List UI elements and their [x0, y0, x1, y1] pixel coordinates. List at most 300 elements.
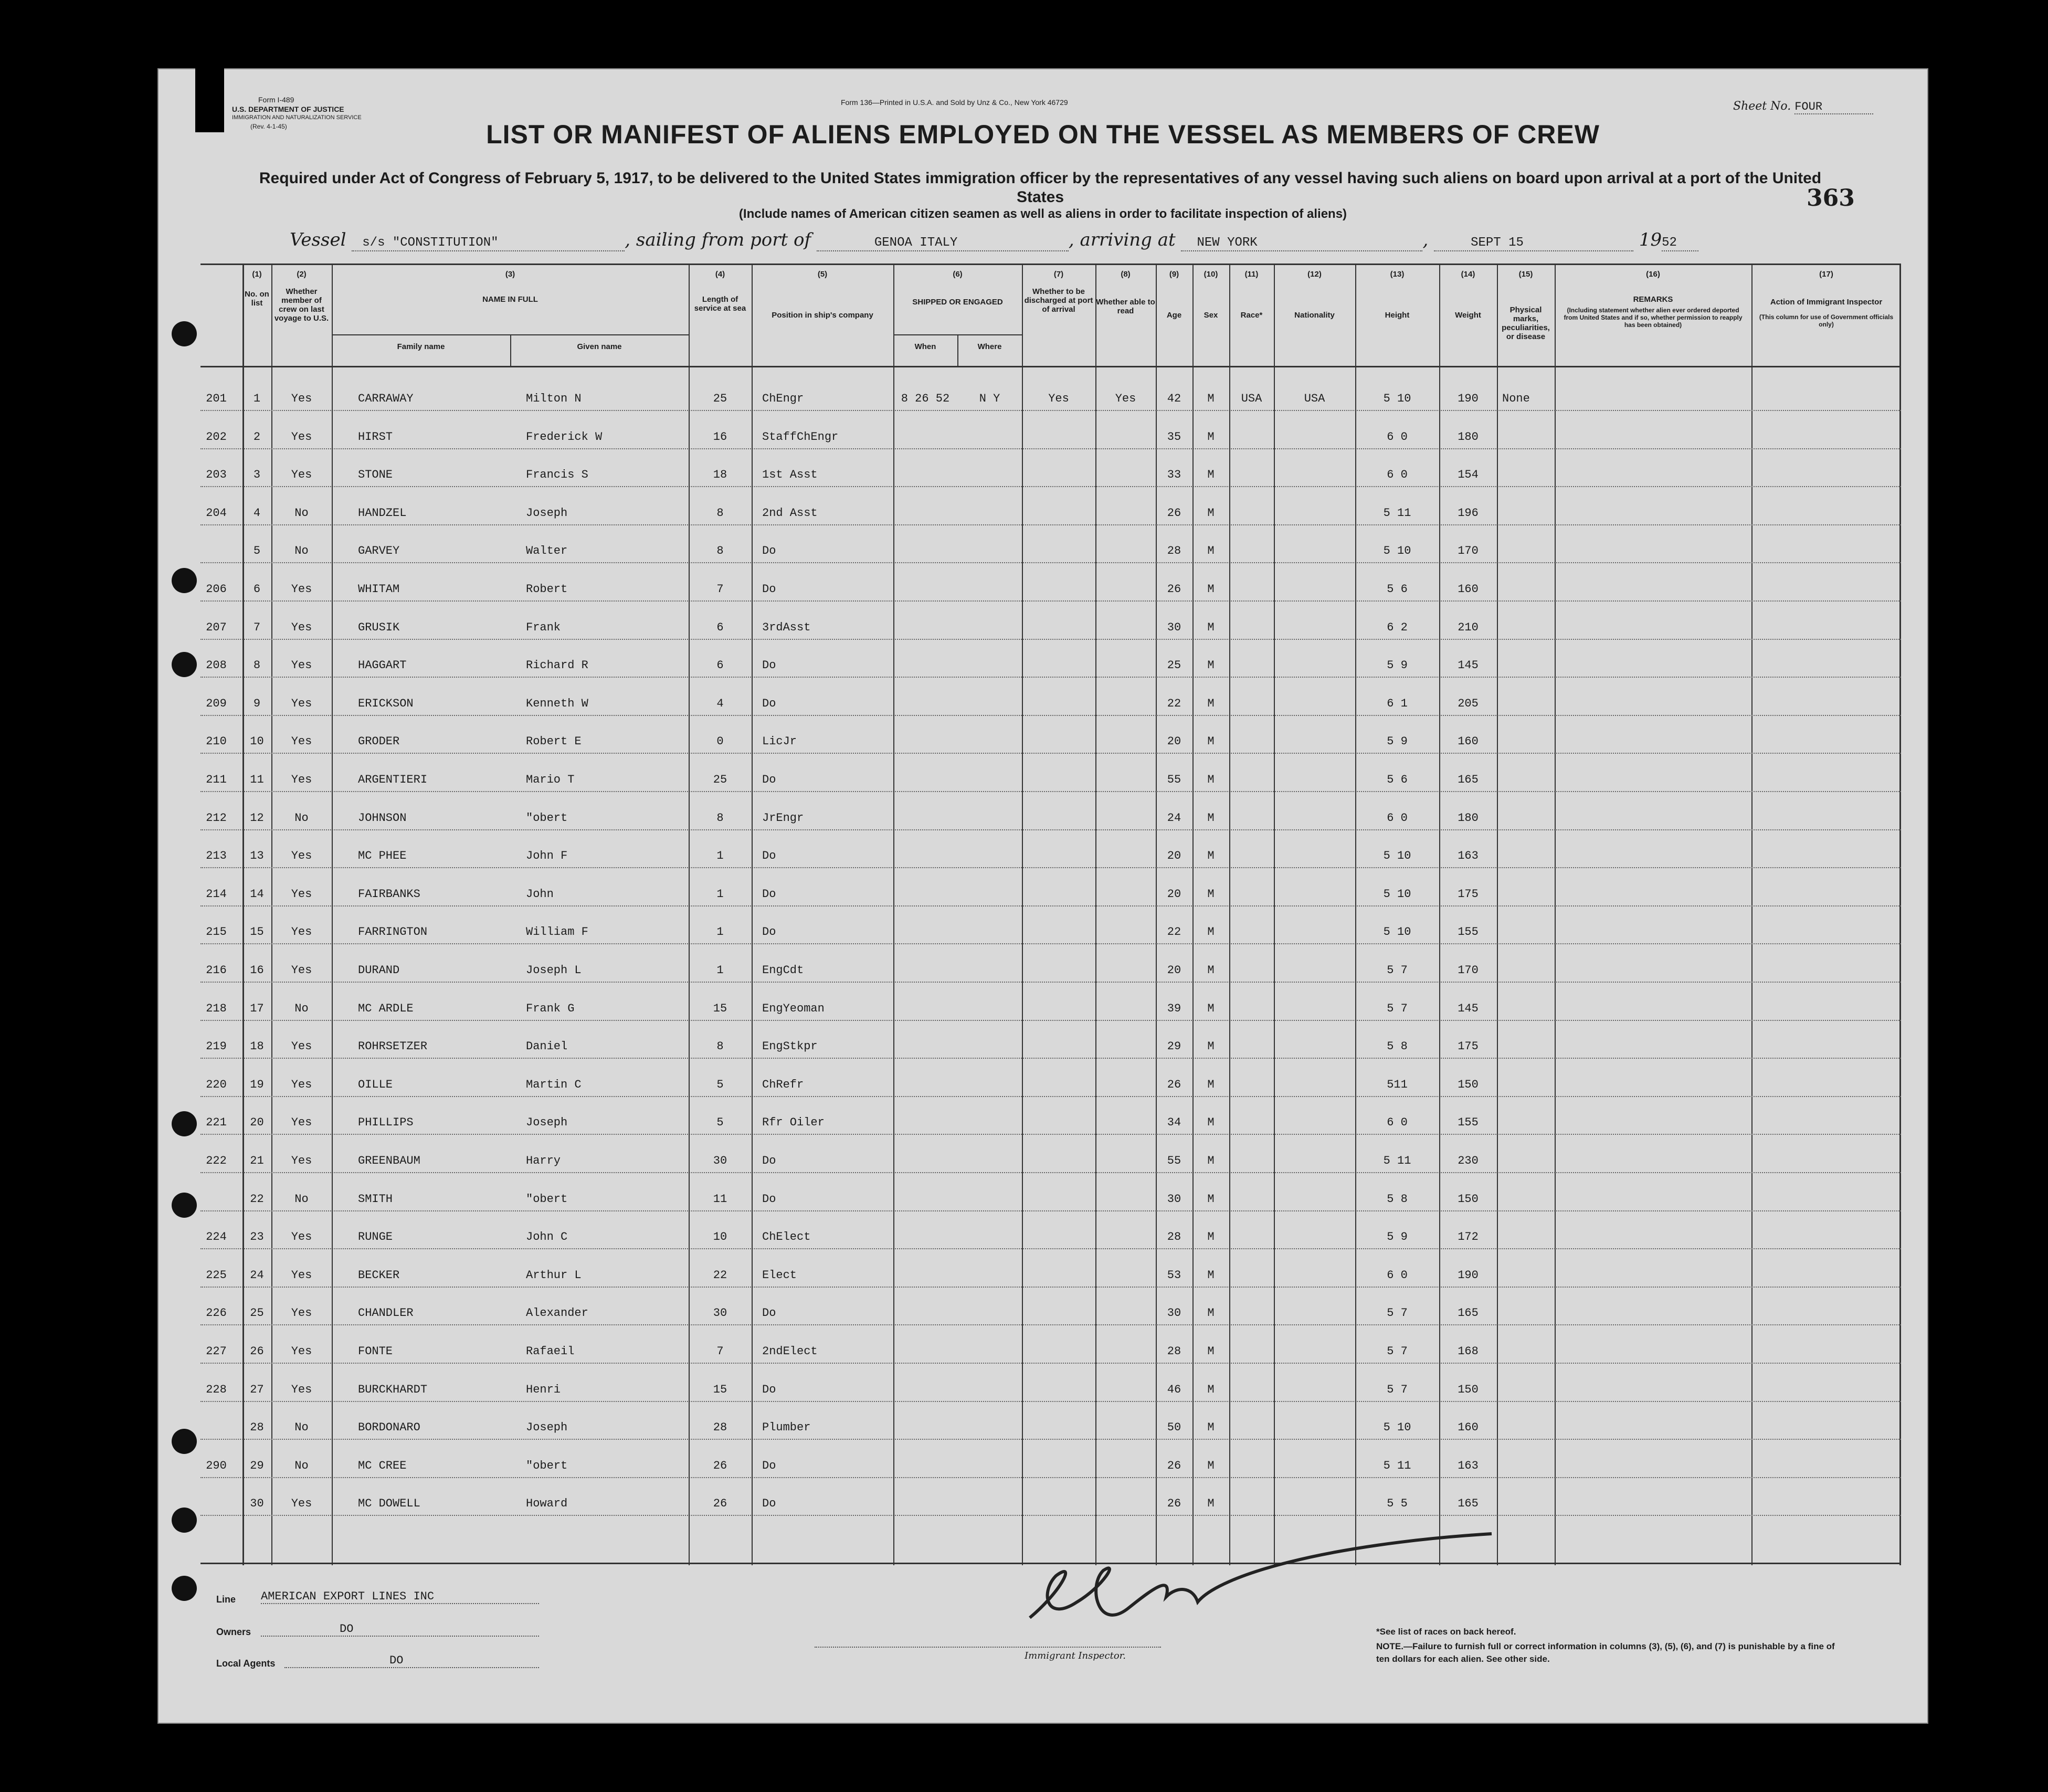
fine-note: NOTE.—Failure to furnish full or correct information in columns (3), (5), (6), and (7) is punishable by a fine of ten dollars for each alien. See other side. — [1376, 1641, 1835, 1664]
cell-family: WHITAM — [358, 583, 400, 596]
cell-service: 30 — [713, 1306, 727, 1320]
cell-service: 7 — [716, 1345, 724, 1358]
cell-ref: 226 — [206, 1306, 227, 1320]
cell-ref: 210 — [206, 735, 227, 749]
cell-weight: 172 — [1458, 1230, 1479, 1244]
table-row — [200, 964, 1901, 1002]
cell-height: 5 11 — [1383, 506, 1411, 520]
cell-position: Do — [762, 773, 776, 786]
cell-no: 27 — [250, 1383, 264, 1396]
cell-ref: 209 — [206, 697, 227, 710]
cell-no: 18 — [250, 1040, 264, 1053]
revision: (Rev. 4-1-45) — [250, 123, 287, 130]
column-number: (4) — [715, 270, 725, 279]
cell-given: John F — [526, 849, 568, 863]
agents-label: Local Agents — [216, 1658, 276, 1669]
cell-age: 30 — [1167, 620, 1181, 634]
cell-age: 28 — [1167, 1345, 1181, 1358]
cell-ref: 207 — [206, 620, 227, 634]
cell-given: Joseph — [526, 506, 568, 520]
cell-crew: Yes — [291, 468, 312, 482]
cell-age: 33 — [1167, 468, 1181, 482]
cell-sex: M — [1207, 1078, 1215, 1091]
cell-given: Henri — [526, 1383, 561, 1396]
cell-height: 6 0 — [1387, 468, 1408, 482]
cell-crew: Yes — [291, 1345, 312, 1358]
cell-crew: Yes — [291, 620, 312, 634]
cell-weight: 180 — [1458, 811, 1479, 825]
cell-weight: 163 — [1458, 1459, 1479, 1472]
cell-family: MC ARDLE — [358, 1002, 414, 1015]
cell-height: 5 10 — [1383, 849, 1411, 863]
agents-value: DO — [284, 1654, 539, 1668]
cell-given: Howard — [526, 1497, 568, 1511]
cell-sex: M — [1207, 964, 1215, 977]
races-footnote: *See list of races on back hereof. — [1376, 1627, 1516, 1637]
cell-given: Robert E — [526, 735, 582, 749]
column-number: (11) — [1244, 270, 1259, 279]
column-number: (7) — [1053, 270, 1064, 279]
cell-family: DURAND — [358, 964, 400, 977]
cell-ref: 201 — [206, 392, 227, 405]
table-row — [200, 1269, 1901, 1307]
cell-given: Martin C — [526, 1078, 582, 1091]
inspector-label: Immigrant Inspector. — [1025, 1650, 1126, 1661]
cell-weight: 160 — [1458, 1421, 1479, 1435]
cell-service: 8 — [716, 506, 724, 520]
cell-sex: M — [1207, 1268, 1215, 1282]
column-number: (2) — [297, 270, 307, 279]
header-c1: No. on list — [245, 290, 269, 308]
cell-given: Daniel — [526, 1040, 568, 1053]
cell-service: 0 — [716, 735, 724, 749]
cell-weight: 165 — [1458, 773, 1479, 786]
cell-crew: Yes — [291, 1116, 312, 1130]
punch-hole — [172, 1508, 197, 1533]
cell-ref: 222 — [206, 1154, 227, 1167]
cell-given: Arthur L — [526, 1268, 582, 1282]
column-number: (5) — [817, 270, 828, 279]
cell-age: 20 — [1167, 964, 1181, 977]
punch-hole — [172, 568, 197, 593]
cell-no: 5 — [253, 544, 261, 558]
cell-age: 35 — [1167, 430, 1181, 444]
cell-weight: 145 — [1458, 659, 1479, 672]
cell-height: 5 10 — [1383, 925, 1411, 939]
cell-crew: Yes — [291, 1383, 312, 1396]
table-row — [200, 507, 1901, 545]
table-row — [200, 1002, 1901, 1040]
cell-age: 28 — [1167, 544, 1181, 558]
cell-weight: 163 — [1458, 849, 1479, 863]
cell-crew: Yes — [291, 925, 312, 939]
cell-ref: 211 — [206, 773, 227, 786]
cell-family: BURCKHARDT — [358, 1383, 428, 1396]
cell-sex: M — [1207, 697, 1215, 710]
table-rule — [200, 263, 1901, 265]
cell-no: 12 — [250, 811, 264, 825]
inspector-signature-line — [815, 1647, 1161, 1648]
header-c9: Age — [1166, 311, 1182, 320]
cell-weight: 210 — [1458, 620, 1479, 634]
cell-position: 2ndElect — [762, 1345, 818, 1358]
shipped-subdivider — [957, 334, 958, 366]
cell-sex: M — [1207, 468, 1215, 482]
cell-height: 6 0 — [1387, 430, 1408, 444]
cell-ref: 220 — [206, 1078, 227, 1091]
cell-sex: M — [1207, 1002, 1215, 1015]
cell-no: 23 — [250, 1230, 264, 1244]
cell-given: Francis S — [526, 468, 588, 482]
cell-family: JOHNSON — [358, 811, 407, 825]
header-c6a: When — [914, 342, 936, 351]
cell-weight: 150 — [1458, 1078, 1479, 1091]
punch-hole — [172, 1111, 197, 1136]
table-row — [200, 1193, 1901, 1231]
cell-family: MC PHEE — [358, 849, 407, 863]
sheet-number — [1733, 100, 1873, 114]
cell-service: 11 — [713, 1192, 727, 1206]
cell-given: Joseph — [526, 1421, 568, 1435]
page-number-stamp: 363 — [1807, 185, 1855, 212]
cell-height: 6 2 — [1387, 620, 1408, 634]
cell-given: Robert — [526, 583, 568, 596]
cell-position: Do — [762, 1459, 776, 1472]
header-c4: Length of service at sea — [694, 295, 746, 313]
cell-ref: 206 — [206, 583, 227, 596]
header-c7: Whether to be discharged at port of arrival — [1024, 287, 1093, 314]
cell-position: 3rdAsst — [762, 620, 811, 634]
cell-no: 28 — [250, 1421, 264, 1435]
line-value: AMERICAN EXPORT LINES INC — [261, 1590, 539, 1604]
cell-crew: No — [294, 1421, 309, 1435]
cell-height: 6 1 — [1387, 697, 1408, 710]
cell-crew: No — [294, 1002, 309, 1015]
cell-service: 5 — [716, 1078, 724, 1091]
cell-sex: M — [1207, 430, 1215, 444]
cell-sex: M — [1207, 1345, 1215, 1358]
cell-service: 1 — [716, 849, 724, 863]
arrival-port: NEW YORK — [1197, 236, 1258, 250]
cell-position: EngStkpr — [762, 1040, 818, 1053]
cell-sex: M — [1207, 544, 1215, 558]
cell-service: 18 — [713, 468, 727, 482]
cell-height: 5 10 — [1383, 1421, 1411, 1435]
header-c3b: Given name — [577, 342, 622, 351]
cell-position: ChEngr — [762, 392, 804, 405]
cell-ref: 221 — [206, 1116, 227, 1130]
punch-hole — [172, 1576, 197, 1601]
cell-age: 25 — [1167, 659, 1181, 672]
cell-no: 15 — [250, 925, 264, 939]
cell-sex: M — [1207, 1497, 1215, 1511]
cell-sex: M — [1207, 1306, 1215, 1320]
cell-crew: Yes — [291, 773, 312, 786]
cell-family: GRODER — [358, 735, 400, 749]
cell-weight: 168 — [1458, 1345, 1479, 1358]
cell-family: FAIRBANKS — [358, 887, 420, 901]
cell-sex: M — [1207, 1154, 1215, 1167]
form-number: Form I-489 — [258, 96, 294, 104]
include-note: (Include names of American citizen seamen as well as aliens in order to facilitate inspection of aliens) — [738, 207, 1347, 221]
cell-crew: Yes — [291, 392, 312, 405]
cell-family: BORDONARO — [358, 1421, 420, 1435]
header-c8: Whether able to read — [1096, 298, 1155, 315]
cell-no: 7 — [253, 620, 261, 634]
table-row — [200, 1345, 1901, 1383]
cell-sex: M — [1207, 620, 1215, 634]
cell-crew: Yes — [291, 659, 312, 672]
cell-no: 22 — [250, 1192, 264, 1206]
cell-family: BECKER — [358, 1268, 400, 1282]
cell-sex: M — [1207, 849, 1215, 863]
cell-race: USA — [1241, 392, 1262, 405]
cell-family: ROHRSETZER — [358, 1040, 428, 1053]
cell-ref: 224 — [206, 1230, 227, 1244]
cell-service: 8 — [716, 1040, 724, 1053]
cell-service: 15 — [713, 1002, 727, 1015]
cell-sex: M — [1207, 506, 1215, 520]
cell-ref: 208 — [206, 659, 227, 672]
table-row — [200, 621, 1901, 659]
cell-weight: 205 — [1458, 697, 1479, 710]
cell-age: 30 — [1167, 1192, 1181, 1206]
cell-crew: Yes — [291, 1078, 312, 1091]
cell-position: Do — [762, 1383, 776, 1396]
cell-no: 29 — [250, 1459, 264, 1472]
cell-height: 5 5 — [1387, 1497, 1408, 1511]
cell-service: 4 — [716, 697, 724, 710]
cell-no: 20 — [250, 1116, 264, 1130]
cell-age: 22 — [1167, 925, 1181, 939]
header-c16_note: (Including statement whether alien ever ordered deported from United States and if so, whether permission to reapply has been obtained) — [1564, 307, 1743, 329]
cell-no: 8 — [253, 659, 261, 672]
cell-given: Frederick W — [526, 430, 603, 444]
column-number: (8) — [1121, 270, 1131, 279]
cell-no: 17 — [250, 1002, 264, 1015]
cell-age: 55 — [1167, 773, 1181, 786]
cell-crew: Yes — [291, 849, 312, 863]
header-c17_note: (This column for use of Government officials only) — [1759, 313, 1894, 328]
cell-sex: M — [1207, 773, 1215, 786]
cell-height: 5 10 — [1383, 544, 1411, 558]
cell-position: Do — [762, 849, 776, 863]
cell-service: 28 — [713, 1421, 727, 1435]
cell-service: 30 — [713, 1154, 727, 1167]
cell-sex: M — [1207, 1383, 1215, 1396]
cell-position: Do — [762, 1154, 776, 1167]
cell-family: GRUSIK — [358, 620, 400, 634]
table-row — [200, 773, 1901, 811]
cell-no: 26 — [250, 1345, 264, 1358]
cell-service: 25 — [713, 392, 727, 405]
header-c14: Weight — [1455, 311, 1481, 320]
table-row — [200, 430, 1901, 469]
cell-position: EngYeoman — [762, 1002, 825, 1015]
punch-hole — [172, 652, 197, 677]
column-number: (13) — [1390, 270, 1405, 279]
cell-service: 1 — [716, 925, 724, 939]
table-row — [200, 583, 1901, 621]
table-row — [200, 1459, 1901, 1498]
cell-height: 5 10 — [1383, 887, 1411, 901]
cell-crew: Yes — [291, 1497, 312, 1511]
cell-service: 7 — [716, 583, 724, 596]
cell-position: Plumber — [762, 1421, 811, 1435]
cell-ref: 228 — [206, 1383, 227, 1396]
line-label: Line — [216, 1594, 236, 1605]
printer-note: Form 136—Printed in U.S.A. and Sold by Unz & Co., New York 46729 — [841, 98, 1068, 107]
cell-crew: Yes — [291, 1040, 312, 1053]
cell-height: 5 6 — [1387, 773, 1408, 786]
cell-service: 16 — [713, 430, 727, 444]
cell-no: 3 — [253, 468, 261, 482]
cell-weight: 196 — [1458, 506, 1479, 520]
cell-age: 28 — [1167, 1230, 1181, 1244]
cell-age: 26 — [1167, 583, 1181, 596]
table-row — [200, 1383, 1901, 1421]
table-row — [200, 392, 1901, 430]
cell-height: 5 9 — [1387, 1230, 1408, 1244]
table-row — [200, 849, 1901, 888]
cell-no: 25 — [250, 1306, 264, 1320]
cell-service: 15 — [713, 1383, 727, 1396]
cell-marks: None — [1502, 392, 1530, 405]
cell-position: Rfr Oiler — [762, 1116, 825, 1130]
cell-age: 26 — [1167, 506, 1181, 520]
cell-sex: M — [1207, 811, 1215, 825]
table-row — [200, 735, 1901, 773]
sailing-label: , sailing from port of — [625, 229, 811, 250]
cell-height: 6 0 — [1387, 811, 1408, 825]
column-number: (15) — [1518, 270, 1533, 279]
cell-sex: M — [1207, 1230, 1215, 1244]
cell-age: 50 — [1167, 1421, 1181, 1435]
cell-weight: 145 — [1458, 1002, 1479, 1015]
cell-family: RUNGE — [358, 1230, 393, 1244]
owners-value: DO — [261, 1622, 539, 1637]
cell-where: N Y — [979, 392, 1000, 405]
cell-sex: M — [1207, 583, 1215, 596]
cell-height: 5 7 — [1387, 1306, 1408, 1320]
cell-sex: M — [1207, 887, 1215, 901]
header-c17: Action of Immigrant Inspector — [1770, 298, 1883, 307]
cell-crew: Yes — [291, 735, 312, 749]
cell-position: JrEngr — [762, 811, 804, 825]
owners-label: Owners — [216, 1627, 251, 1637]
cell-no: 4 — [253, 506, 261, 520]
cell-position: ChRefr — [762, 1078, 804, 1091]
cell-family: STONE — [358, 468, 393, 482]
cell-no: 21 — [250, 1154, 264, 1167]
cell-family: ERICKSON — [358, 697, 414, 710]
cell-family: CARRAWAY — [358, 392, 414, 405]
cell-crew: Yes — [291, 1154, 312, 1167]
cell-given: Rafaeil — [526, 1345, 575, 1358]
cell-crew: No — [294, 544, 309, 558]
column-number: (3) — [505, 270, 515, 279]
cell-age: 26 — [1167, 1497, 1181, 1511]
cell-crew: Yes — [291, 1306, 312, 1320]
cell-given: William F — [526, 925, 588, 939]
column-number: (12) — [1307, 270, 1322, 279]
table-row — [200, 1421, 1901, 1459]
cell-sex: M — [1207, 659, 1215, 672]
cell-no: 16 — [250, 964, 264, 977]
cell-crew: Yes — [291, 887, 312, 901]
column-number: (9) — [1169, 270, 1179, 279]
header-c13: Height — [1385, 311, 1410, 320]
cell-age: 20 — [1167, 887, 1181, 901]
cell-crew: Yes — [291, 1230, 312, 1244]
cell-service: 8 — [716, 811, 724, 825]
cell-position: 2nd Asst — [762, 506, 818, 520]
cell-given: "obert — [526, 1192, 568, 1206]
cell-no: 14 — [250, 887, 264, 901]
department: U.S. DEPARTMENT OF JUSTICE — [232, 105, 344, 113]
cell-given: "obert — [526, 1459, 568, 1472]
header-c3a: Family name — [397, 342, 445, 351]
cell-no: 30 — [250, 1497, 264, 1511]
cell-service: 6 — [716, 620, 724, 634]
cell-height: 5 11 — [1383, 1459, 1411, 1472]
departure-port: GENOA ITALY — [874, 236, 958, 250]
cell-family: GARVEY — [358, 544, 400, 558]
table-row — [200, 1306, 1901, 1345]
requirement-text: Required under Act of Congress of February 5, 1917, to be delivered to the United States immigration officer by the representatives of any vessel having such aliens on board upon arrival at a port of the United States — [259, 170, 1822, 206]
cell-crew: Yes — [291, 430, 312, 444]
cell-ref: 216 — [206, 964, 227, 977]
table-row — [200, 925, 1901, 964]
cell-position: EngCdt — [762, 964, 804, 977]
cell-family: CHANDLER — [358, 1306, 414, 1320]
cell-family: SMITH — [358, 1192, 393, 1206]
table-row — [200, 888, 1901, 926]
cell-crew: Yes — [291, 583, 312, 596]
cell-age: 39 — [1167, 1002, 1181, 1015]
cell-service: 5 — [716, 1116, 724, 1130]
sheet-label: Sheet No. — [1733, 100, 1791, 113]
cell-position: Do — [762, 1306, 776, 1320]
cell-given: Walter — [526, 544, 568, 558]
cell-ref: 215 — [206, 925, 227, 939]
cell-when: 8 26 52 — [901, 392, 950, 405]
arrival-year: 52 — [1662, 236, 1677, 250]
cell-service: 25 — [713, 773, 727, 786]
cell-service: 10 — [713, 1230, 727, 1244]
cell-position: Do — [762, 1497, 776, 1511]
column-number: (17) — [1819, 270, 1833, 279]
cell-family: MC DOWELL — [358, 1497, 420, 1511]
cell-height: 5 8 — [1387, 1040, 1408, 1053]
column-number: (6) — [953, 270, 963, 279]
cell-height: 5 8 — [1387, 1192, 1408, 1206]
cell-family: FARRINGTON — [358, 925, 428, 939]
cell-given: Alexander — [526, 1306, 588, 1320]
cell-ref: 204 — [206, 506, 227, 520]
cell-family: OILLE — [358, 1078, 393, 1091]
cell-height: 5 10 — [1383, 392, 1411, 405]
cell-height: 6 0 — [1387, 1116, 1408, 1130]
column-number: (16) — [1646, 270, 1660, 279]
cell-position: Do — [762, 1192, 776, 1206]
cell-ref: 203 — [206, 468, 227, 482]
cell-family: HAGGART — [358, 659, 407, 672]
cell-crew: No — [294, 506, 309, 520]
cell-height: 6 0 — [1387, 1268, 1408, 1282]
header-c11: Race* — [1240, 311, 1263, 320]
cell-weight: 160 — [1458, 735, 1479, 749]
